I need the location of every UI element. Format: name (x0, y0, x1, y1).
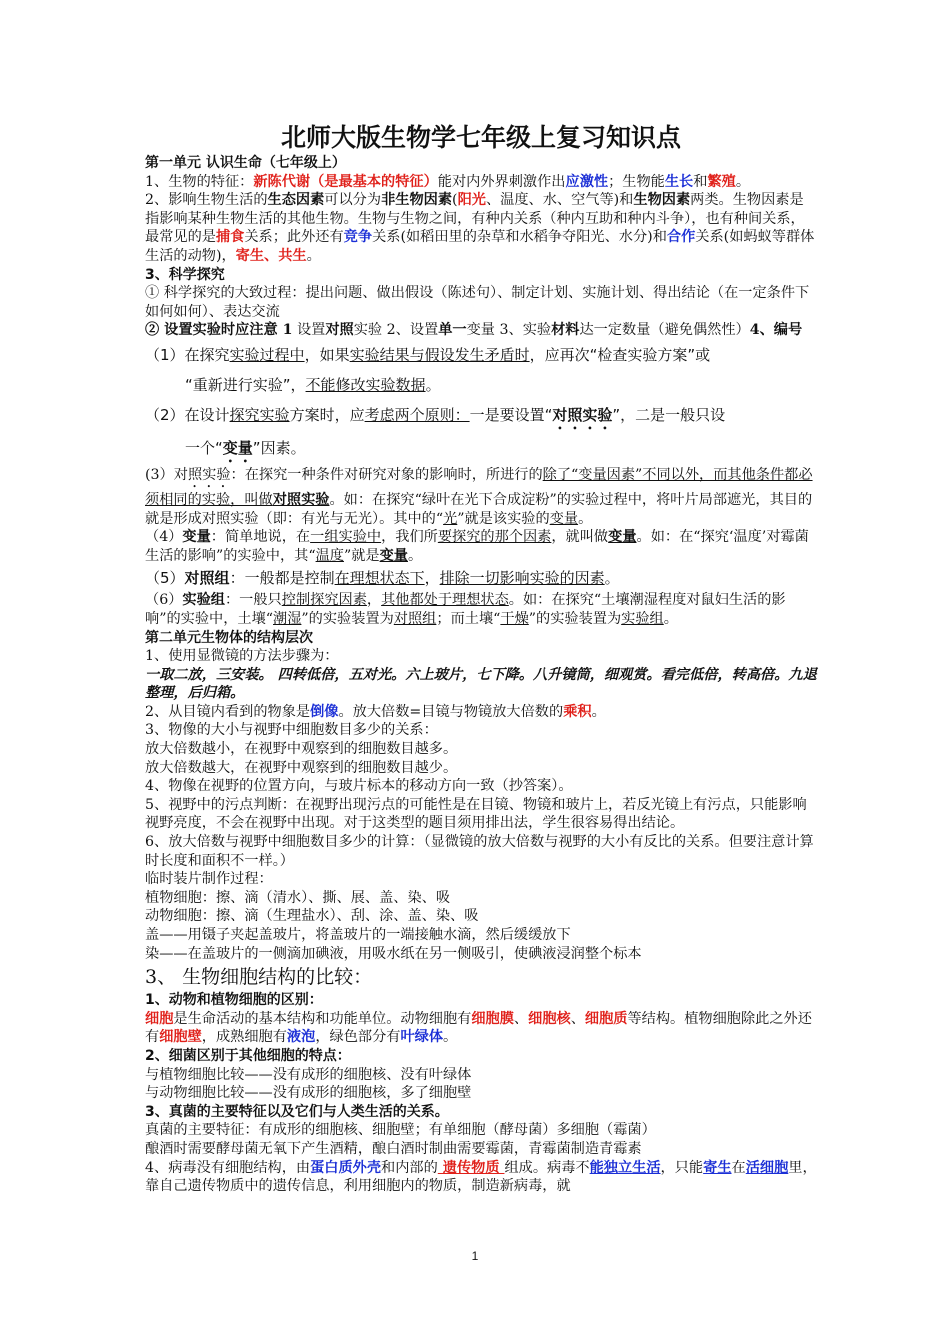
paragraph-fungi-features: 真菌的主要特征：有成形的细胞核、细胞壁；有单细胞（酵母菌）多细胞（霉菌） (145, 1122, 656, 1139)
paragraph-magnification-calc: 6、放大倍数与视野中细胞数目多少的计算：（显微镜的放大倍数与视野的大小有反比的关系。但要注意计算时长度和面积不一样。） (145, 834, 814, 869)
paragraph-bacteria-vs-plant: 与植物细胞比较——没有成形的细胞核、没有叶绿体 (145, 1066, 472, 1083)
paragraph-cover-step: 盖——用镊子夹起盖玻片，将盖玻片的一端接触水滴，然后缓缓放下 (145, 927, 571, 943)
paragraph-stain-step: 染——在盖玻片的一侧滴加碘液，用吸水纸在另一侧吸引，使碘液浸润整个标本 (145, 945, 642, 962)
paragraph-animal-cell-steps: 动物细胞：擦、滴（生理盐水）、刮、涂、盖、染、吸 (145, 908, 479, 925)
paragraph-controlled-experiment: (3）对照实验：在探究一种条件对研究对象的影响时，所进行的除了“变量因素”不同以外，而其他条件都必须相同的实验，叫做对照实验。如：在探究“绿叶在光下合成淀粉”的实验过程中，将叶片局部遮光，其目的就是形成对照实验（即：有光与无光）。其中的“光”就是该实验的变量。 (145, 466, 813, 527)
paragraph-features: 1、生物的特征：新陈代谢（是最基本的特征）能对内外界刺激作出应激性；生物能生长和繁殖。 (145, 173, 751, 190)
section-scientific-inquiry: 3、科学探究 (145, 266, 225, 283)
page-number: 1 (471, 1249, 479, 1263)
paragraph-image-direction: 4、物像在视野的位置方向，与玻片标本的移动方向一致（抄答案）。 (145, 778, 573, 795)
paragraph-ecological-factors: 2、影响生物生活的生态因素可以分为非生物因素(阳光、温度、水、空气等)和生物因素两类。生物因素是指影响某种生物生活的其他生物。生物与生物之间，有种内关系（种内互助和种内斗争），也有种间关系，最常见的是捕食关系；此外还有竞争关系(如稻田里的杂草和水稻争夺阳光、水分)和合作关系(如蚂蚁等群体生活的动物)，寄生、共生。 (145, 192, 815, 264)
section-animal-plant-cells: 1、动物和植物细胞的区别： (145, 992, 323, 1009)
section-fungi: 3、真菌的主要特征以及它们与人类生活的关系。 (145, 1103, 449, 1120)
paragraph-rule-1-cont: “重新进行实验”，不能修改实验数据。 (185, 375, 441, 394)
paragraph-bacteria-vs-animal: 与动物细胞比较——没有成形的细胞核，多了细胞壁 (145, 1085, 472, 1102)
unit-1-heading: 第一单元 认识生命（七年级上） (145, 155, 346, 171)
paragraph-plant-cell-steps: 植物细胞：擦、滴（清水）、撕、展、盖、染、吸 (145, 889, 451, 906)
paragraph-variable: （4）变量：简单地说，在一组实验中，我们所要探究的那个因素，就叫做变量。如：在“探究‘温度’对霉菌生活的影响”的实验中，其“温度”就是变量。 (145, 529, 809, 564)
paragraph-cell-structures: 细胞是生命活动的基本结构和功能单位。动物细胞有细胞膜、细胞核、细胞质等结构。植物细胞除此之外还有细胞壁，成熟细胞有液泡，绿色部分有叶绿体。 (145, 1010, 812, 1046)
unit-2-heading: 第二单元生物体的结构层次 (145, 629, 313, 646)
paragraph-spot-judgment: 5、视野中的污点判断：在视野出现污点的可能性是在目镜、物镜和玻片上，若反光镜上有污点，只能影响视野亮度，不会在视野中出现。对于这类型的题目须用排出法，学生很容易得出结论。 (145, 796, 807, 832)
document-title: 北师大版生物学七年级上复习知识点 (280, 123, 681, 152)
paragraph-rule-2: （2）在设计探究实验方案时，应考虑两个原则：一是要设置“对照实验”，二是一般只设 (145, 405, 726, 424)
paragraph-inverted-image: 2、从目镜内看到的物象是倒像。放大倍数=目镜与物镜放大倍数的乘积。 (145, 703, 606, 720)
paragraph-rule-2-cont: 一个“变量”因素。 (185, 438, 306, 457)
paragraph-microscope-steps: 1、使用显微镜的方法步骤为： (145, 648, 339, 665)
paragraph-fungi-uses: 酿酒时需要酵母菌无氧下产生酒精，酿白酒时制曲需要霉菌，青霉菌制造青霉素 (145, 1140, 642, 1157)
paragraph-slide-preparation: 临时装片制作过程： (145, 871, 273, 888)
paragraph-control-group: （5）对照组：一般都是控制在理想状态下，排除一切影响实验的因素。 (145, 569, 620, 588)
paragraph-rule-1: （1）在探究实验过程中，如果实验结果与假设发生矛盾时，应再次“检查实验方案”或 (145, 345, 711, 364)
section-bacteria: 2、细菌区别于其他细胞的特点： (145, 1047, 351, 1064)
paragraph-microscope-rhyme: 一取二放，三安装。 四转低倍，五对光。六上玻片，七下降。八升镜筒，细观赏。看完低倍，转高倍。九退整理，后归箱。 (145, 666, 817, 702)
paragraph-experimental-group: （6）实验组：一般只控制探究因素，其他都处于理想状态。如：在探究“土壤潮湿程度对鼠妇生活的影响”的实验中，土壤“潮湿”的实验装置为对照组；而土壤“干燥”的实验装置为实验组。 (145, 592, 786, 627)
paragraph-image-size: 3、物像的大小与视野中细胞数目多少的关系： (145, 722, 438, 739)
paragraph-virus: 4、病毒没有细胞结构，由蛋白质外壳和内部的 遗传物质 组成。病毒不能独立生活，只能寄生在活细胞里，靠自己遗传物质中的遗传信息，利用细胞内的物质，制造新病毒，就 (145, 1159, 817, 1195)
paragraph-low-magnification: 放大倍数越小，在视野中观察到的细胞数目越多。 (145, 741, 458, 758)
paragraph-high-magnification: 放大倍数越大，在视野中观察到的细胞数目越少。 (145, 759, 458, 776)
unit-3-heading: 3、 生物细胞结构的比较： (145, 966, 373, 989)
paragraph-inquiry-process: ① 科学探究的大致过程：提出问题、做出假设（陈述句）、制定计划、实施计划、得出结论（在一定条件下如何如何）、表达交流 (145, 285, 810, 320)
paragraph-experiment-notes: ② 设置实验时应注意 1 设置对照实验 2、设置单一变量 3、实验材料达一定数量（避免偶然性）4、编号 (145, 322, 803, 339)
document-content (145, 122, 817, 1196)
